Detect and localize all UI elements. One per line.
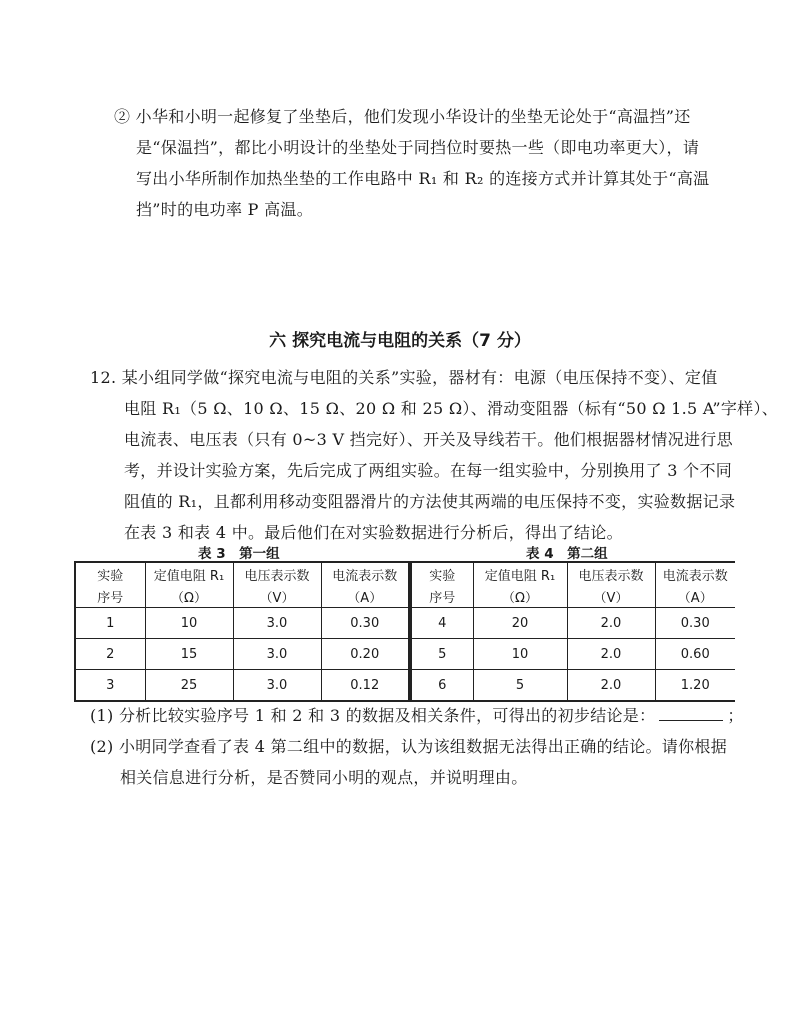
sub-question-2: (2) 小明同学查看了表 4 第二组中的数据，认为该组数据无法得出正确的结论。请你根据 [90, 737, 728, 756]
table-cell: 3.0 [233, 670, 321, 702]
text-line: 电流表、电压表（只有 0~3 V 挡完好）、开关及导线若干。他们根据器材情况进行思 [124, 430, 733, 449]
table-row [411, 608, 735, 639]
table4 [410, 561, 735, 702]
table-cell: 0.30 [655, 608, 735, 639]
table-cell: 1.20 [655, 670, 735, 702]
table-header-cell: （V） [233, 585, 321, 608]
table3-caption: 表 3 第一组 [198, 546, 280, 562]
table-row [75, 639, 409, 670]
table-cell: 15 [145, 639, 233, 670]
sub-question-1-end: ； [727, 706, 744, 725]
table-header-cell: （A） [321, 585, 409, 608]
text-line: 在表 3 和表 4 中。最后他们在对实验数据进行分析后，得出了结论。 [124, 523, 623, 542]
table-header-cell: 电压表示数 [567, 562, 655, 585]
table-header-cell: 序号 [411, 585, 473, 608]
table-cell: 1 [75, 608, 145, 639]
table-cell: 25 [145, 670, 233, 702]
table-cell: 5 [473, 670, 567, 702]
table-header-cell: 序号 [75, 585, 145, 608]
sub-question-1 [90, 700, 744, 731]
table-cell: 3.0 [233, 639, 321, 670]
text-line: ② 小华和小明一起修复了坐垫后，他们发现小华设计的坐垫无论处于“高温挡”还 [114, 107, 691, 126]
text-line: 考，并设计实验方案，先后完成了两组实验。在每一组实验中，分别换用了 3 个不同 [124, 461, 733, 480]
table-cell: 3.0 [233, 608, 321, 639]
table-row [75, 608, 409, 639]
table-cell: 0.20 [321, 639, 409, 670]
table-header-cell: 实验 [75, 562, 145, 585]
table3 [74, 561, 410, 702]
table-cell: 0.30 [321, 608, 409, 639]
question-12-stem [90, 362, 778, 548]
table-header-cell: 实验 [411, 562, 473, 585]
table4-caption: 表 4 第二组 [526, 546, 608, 562]
table-cell: 20 [473, 608, 567, 639]
text-line: 挡”时的电功率 P 高温。 [136, 200, 314, 219]
table-header-cell: （Ω） [145, 585, 233, 608]
table-header-cell: （V） [567, 585, 655, 608]
table-row [75, 670, 409, 702]
table-header-cell: （A） [655, 585, 735, 608]
table-cell: 3 [75, 670, 145, 702]
sub-question-2-cont: 相关信息进行分析，是否赞同小明的观点，并说明理由。 [120, 768, 528, 787]
table-cell: 2.0 [567, 639, 655, 670]
table-cell: 0.60 [655, 639, 735, 670]
table-row [411, 639, 735, 670]
table-cell: 2 [75, 639, 145, 670]
table-cell: 2.0 [567, 670, 655, 702]
sub-questions [90, 700, 744, 793]
text-line: 12. 某小组同学做“探究电流与电阻的关系”实验，器材有：电源（电压保持不变）、定值 [90, 368, 718, 387]
table-cell: 4 [411, 608, 473, 639]
table-header-cell: 电压表示数 [233, 562, 321, 585]
table-header-cell: 定值电阻 R₁ [473, 562, 567, 585]
text-line: 写出小华所制作加热坐垫的工作电路中 R₁ 和 R₂ 的连接方式并计算其处于“高温 [136, 169, 710, 188]
table-cell: 5 [411, 639, 473, 670]
table-cell: 10 [473, 639, 567, 670]
table-cell: 2.0 [567, 608, 655, 639]
answer-blank[interactable] [659, 706, 723, 721]
section-title: 六 探究电流与电阻的关系（7 分） [269, 331, 531, 351]
table-cell: 0.12 [321, 670, 409, 702]
text-line: 阻值的 R₁，且都利用移动变阻器滑片的方法使其两端的电压保持不变，实验数据记录 [124, 492, 736, 511]
text-line: 是“保温挡”，都比小明设计的坐垫处于同挡位时要热一些（即电功率更大），请 [136, 138, 700, 157]
table-header-cell: （Ω） [473, 585, 567, 608]
question-11-part-2 [114, 101, 709, 225]
table-header-cell: 定值电阻 R₁ [145, 562, 233, 585]
table-cell: 6 [411, 670, 473, 702]
sub-question-1-text: (1) 分析比较实验序号 1 和 2 和 3 的数据及相关条件，可得出的初步结论是： [90, 706, 656, 725]
text-line: 电阻 R₁（5 Ω、10 Ω、15 Ω、20 Ω 和 25 Ω）、滑动变阻器（标有“50 Ω 1.5 A”字样）、 [124, 399, 779, 418]
table-row [411, 670, 735, 702]
table-header-cell: 电流表示数 [321, 562, 409, 585]
table-header-cell: 电流表示数 [655, 562, 735, 585]
table-cell: 10 [145, 608, 233, 639]
